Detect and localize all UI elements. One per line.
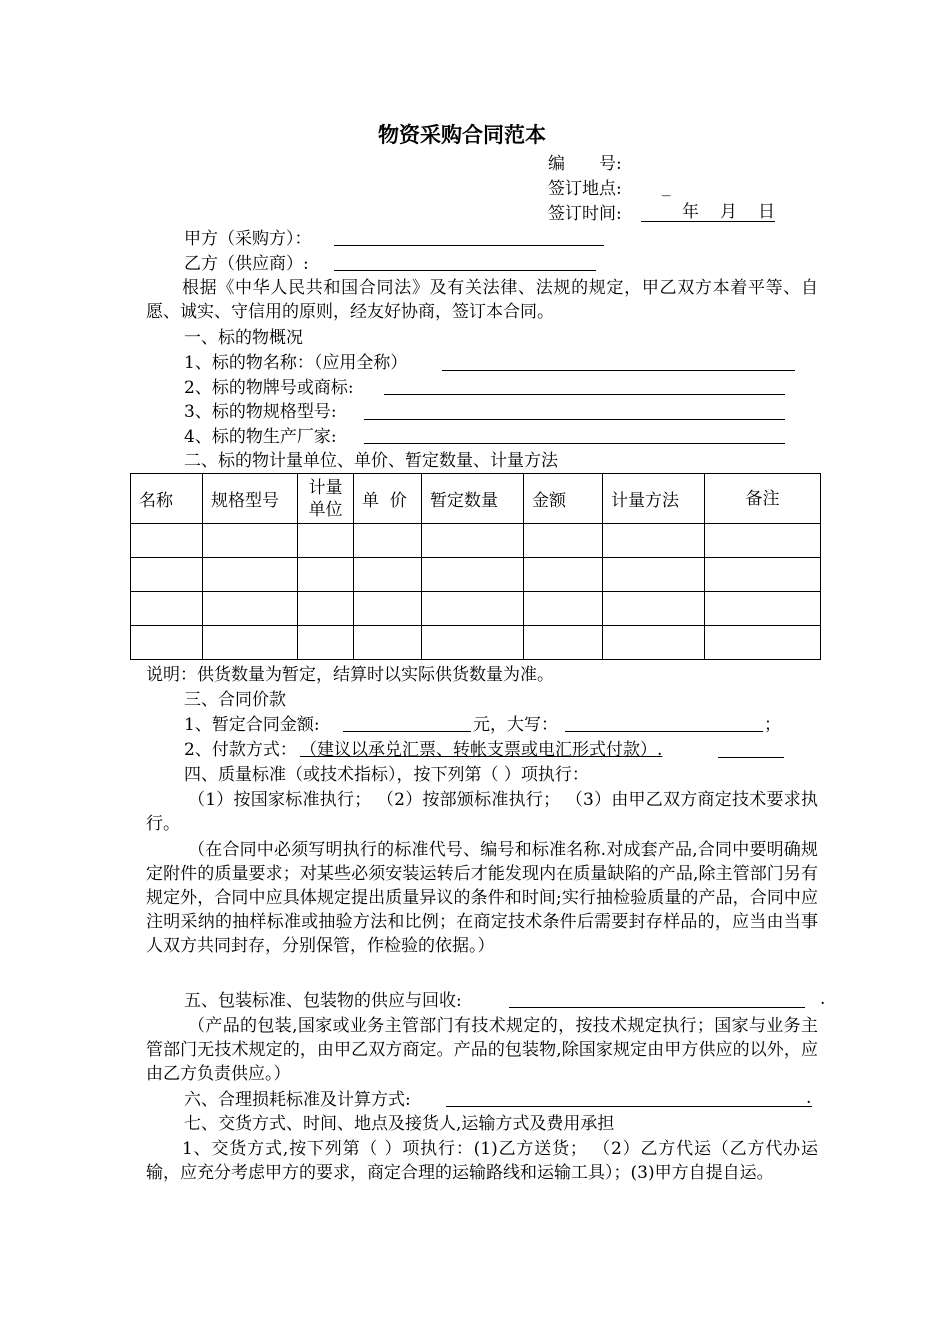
col-remarks: 备注 (705, 474, 821, 524)
signing-place-value: _ (662, 177, 671, 197)
item1-blank[interactable] (442, 370, 795, 371)
date-day: 日 (758, 202, 775, 222)
table-row (131, 626, 821, 660)
col-method: 计量方法 (603, 474, 705, 524)
payment-method-value: （建议以承兑汇票、转帐支票或电汇形式付款）. (300, 740, 663, 760)
table-row (131, 558, 821, 592)
table-cell[interactable] (298, 626, 354, 660)
packaging-blank[interactable] (509, 1007, 805, 1008)
table-cell[interactable] (354, 592, 422, 626)
date-year: 年 (682, 202, 699, 222)
amount-words-blank[interactable] (565, 731, 763, 732)
table-cell[interactable] (524, 524, 603, 558)
table-cell[interactable] (603, 524, 705, 558)
table-cell[interactable] (524, 558, 603, 592)
item3-blank[interactable] (364, 419, 785, 420)
amount-blank[interactable] (343, 731, 471, 732)
section4-note: （在合同中必须写明执行的标准代号、编号和标准名称.对成套产品,合同中要明确规定附件的质量要求；对某些必须安装运转后才能发现内在质量缺陷的产品,除主管部门另有规定外，合同中应具体规定提出质量异议的条件和时间;实行抽检验质量的产品，合同中应注明采纳的抽样标准或抽验方法和比例；在商定技术条件后需要封存样品的，应当由当事人双方共同封存，分别保管，作检验的依据。） (146, 840, 818, 956)
quantity-note: 说明：供货数量为暂定，结算时以实际供货数量为准。 (146, 665, 554, 685)
table-row (131, 592, 821, 626)
table-cell[interactable] (354, 524, 422, 558)
table-cell[interactable] (603, 592, 705, 626)
col-unit-line1: 计量 (308, 477, 343, 498)
table-cell[interactable] (422, 524, 524, 558)
section5-note: （产品的包装,国家或业务主管部门有技术规定的，按技术规定执行；国家与业务主管部门无技术规定的，由甲乙双方商定。产品的包装物,除国家规定由甲方供应的以外，应由乙方负责供应。） (146, 1016, 818, 1084)
section1-item3: 3、标的物规格型号: (184, 402, 337, 422)
party-a-label: 甲方（采购方）： (184, 229, 312, 249)
section7-item1: 1、交货方式,按下列第（ ）项执行：(1)乙方送货； （2）乙方代运（乙方代办运输，应充分考虑甲方的要求，商定合理的运输路线和运输工具）；(3)甲方自提自运。 (146, 1139, 818, 1183)
table-cell[interactable] (203, 626, 298, 660)
section5-heading: 五、包装标准、包装物的供应与回收: (184, 991, 462, 1011)
table-cell[interactable] (422, 558, 524, 592)
table-row (131, 524, 821, 558)
section3-item2-label: 2、付款方式： (184, 740, 297, 760)
col-quantity: 暂定数量 (422, 474, 524, 524)
table-cell[interactable] (203, 592, 298, 626)
table-cell[interactable] (354, 558, 422, 592)
section4-heading: 四、质量标准（或技术指标），按下列第（ ）项执行： (184, 765, 589, 785)
section1-heading: 一、标的物概况 (184, 328, 303, 348)
signing-time-label: 签订时间: (548, 204, 622, 224)
table-cell[interactable] (603, 558, 705, 592)
table-cell[interactable] (298, 524, 354, 558)
table-cell[interactable] (203, 524, 298, 558)
item2-blank[interactable] (384, 394, 785, 395)
loss-standard-blank[interactable] (446, 1106, 812, 1107)
signing-place-label: 签订地点: (548, 179, 622, 199)
table-cell[interactable] (422, 592, 524, 626)
section1-item1: 1、标的物名称：（应用全称） (184, 353, 408, 373)
section3-item1-label: 1、暂定合同金额: (184, 715, 320, 735)
section7-heading: 七、交货方式、时间、地点及接货人,运输方式及费用承担 (184, 1114, 615, 1134)
section4-options: （1）按国家标准执行； （2）按部颁标准执行； （3）由甲乙双方商定技术要求执行。 (146, 790, 818, 834)
table-cell[interactable] (298, 592, 354, 626)
section1-item2: 2、标的物牌号或商标: (184, 378, 354, 398)
date-month: 月 (720, 202, 737, 222)
section2-heading: 二、标的物计量单位、单价、暂定数量、计量方法 (184, 451, 558, 471)
table-cell[interactable] (131, 592, 203, 626)
table-cell[interactable] (705, 626, 821, 660)
table-cell[interactable] (354, 626, 422, 660)
section5-end: . (820, 989, 826, 1009)
table-cell[interactable] (705, 558, 821, 592)
contract-number-label: 编 号: (548, 154, 622, 174)
table-cell[interactable] (524, 626, 603, 660)
col-price: 单 价 (354, 474, 422, 524)
col-name: 名称 (131, 474, 203, 524)
party-b-blank[interactable] (334, 270, 596, 271)
section6-heading: 六、合理损耗标准及计算方式: (184, 1090, 411, 1110)
section3-item1-mid: 元，大写： (473, 715, 558, 735)
table-cell[interactable] (131, 626, 203, 660)
party-b-label: 乙方（供应商）: (184, 254, 309, 274)
party-a-blank[interactable] (334, 245, 604, 246)
col-spec: 规格型号 (203, 474, 298, 524)
table-cell[interactable] (705, 524, 821, 558)
item4-blank[interactable] (364, 443, 785, 444)
table-cell[interactable] (203, 558, 298, 592)
col-unit (298, 474, 354, 524)
col-unit-line2: 单位 (308, 499, 343, 520)
specification-table (130, 473, 821, 660)
table-cell[interactable] (131, 524, 203, 558)
document-title: 物资采购合同范本 (378, 122, 546, 147)
table-cell[interactable] (603, 626, 705, 660)
table-header-row (131, 474, 821, 524)
section6-end: . (806, 1088, 812, 1108)
section3-heading: 三、合同价款 (184, 690, 286, 710)
intro-paragraph: 根据《中华人民共和国合同法》及有关法律、法规的规定，甲乙双方本着平等、自愿、诚实、守信用的原则，经友好协商，签订本合同。 (146, 278, 818, 322)
table-cell[interactable] (131, 558, 203, 592)
col-amount: 金额 (524, 474, 603, 524)
signing-date-underline (641, 221, 775, 222)
table-cell[interactable] (422, 626, 524, 660)
table-cell[interactable] (524, 592, 603, 626)
payment-method-underline (718, 757, 784, 758)
table-cell[interactable] (705, 592, 821, 626)
section1-item4: 4、标的物生产厂家: (184, 427, 337, 447)
table-cell[interactable] (298, 558, 354, 592)
section3-item1-end: ； (764, 715, 781, 735)
